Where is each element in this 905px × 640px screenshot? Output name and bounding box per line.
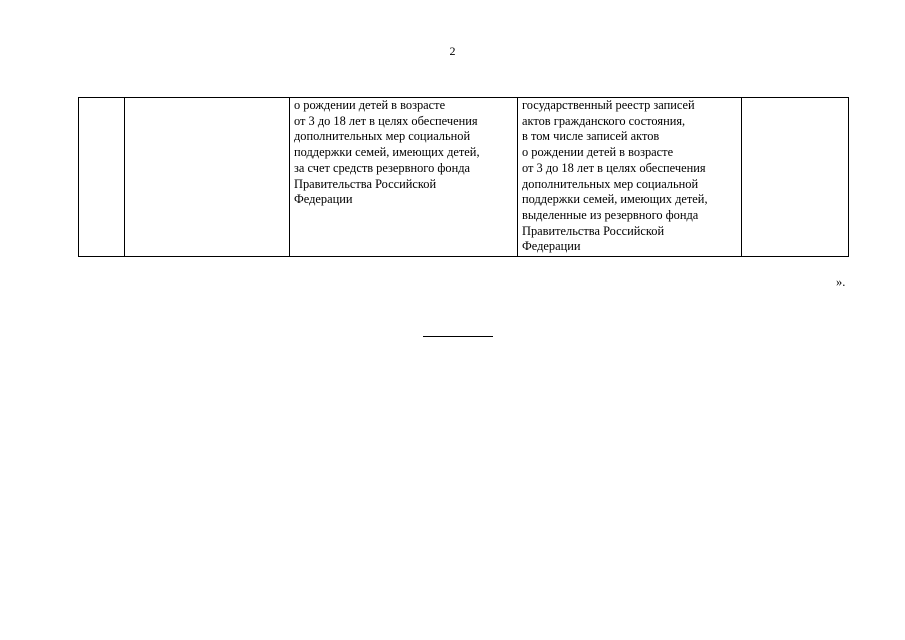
cell-text-line: Правительства Российской	[294, 176, 437, 191]
separator-line	[423, 336, 493, 337]
cell-text-line: за счет средств резервного фонда	[294, 160, 471, 175]
table-cell-code	[125, 98, 290, 257]
cell-text-line: в том числе записей актов	[522, 129, 660, 144]
cell-text-line: государственный реестр записей	[522, 98, 695, 112]
cell-text-line: от 3 до 18 лет в целях обеспечения	[294, 113, 478, 128]
cell-text-line: поддержки семей, имеющих детей,	[294, 145, 480, 160]
cell-text-line: актов гражданского состояния,	[522, 113, 686, 128]
table-cell-number	[79, 98, 125, 257]
page-number: 2	[449, 44, 456, 58]
cell-text-line: выделенные из резервного фонда	[522, 207, 699, 222]
cell-text-line: поддержки семей, имеющих детей,	[522, 192, 708, 207]
cell-text-line: дополнительных мер социальной	[522, 176, 699, 191]
table-cell-purpose	[290, 98, 518, 257]
cell-text-line: о рождении детей в возрасте	[522, 145, 674, 160]
closing-quote: ».	[836, 275, 846, 289]
table-row	[79, 98, 849, 257]
cell-text-line: Правительства Российской	[522, 223, 665, 238]
cell-text-line: о рождении детей в возрасте	[294, 98, 446, 112]
table-cell-notes	[742, 98, 849, 257]
table-cell-source	[518, 98, 742, 257]
document-table	[78, 97, 849, 257]
cell-text-line: от 3 до 18 лет в целях обеспечения	[522, 160, 706, 175]
cell-text-line: дополнительных мер социальной	[294, 129, 471, 144]
cell-text-line: Федерации	[522, 239, 581, 254]
cell-text-line: Федерации	[294, 192, 353, 207]
